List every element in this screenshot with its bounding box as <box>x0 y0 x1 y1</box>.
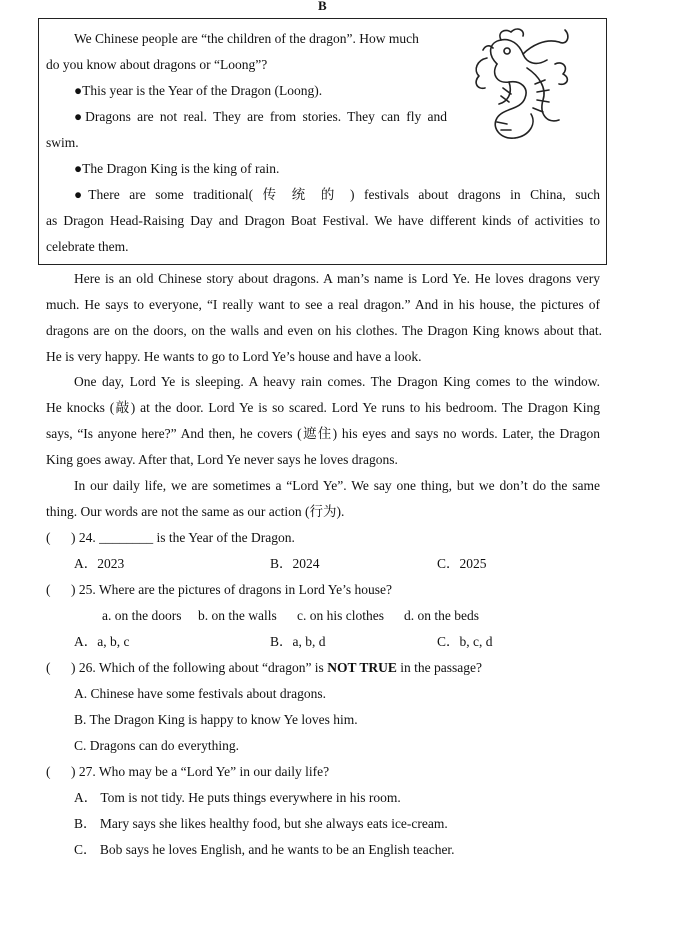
q26-option-b[interactable]: B. The Dragon King is happy to know Ye loves him. <box>74 712 358 727</box>
story-p2-line-1: One day, Lord Ye is sleeping. A heavy rain comes. The Dragon King comes to the window. <box>74 374 600 389</box>
q26-option-c[interactable]: C. Dragons can do everything. <box>74 738 239 753</box>
section-letter: B <box>318 0 327 13</box>
q25-sub-b: b. on the walls <box>198 608 277 623</box>
story-p1-line-1: Here is an old Chinese story about dragons. A man’s name is Lord Ye. He loves dragons very <box>74 271 600 286</box>
story-p2-line-2: He knocks (敲) at the door. Lord Ye is so scared. Lord Ye runs to his bedroom. The Dragon King <box>46 400 600 415</box>
story-p1-line-3: dragons are on the doors, on the walls and even on his clothes. The Dragon King knows about that. <box>46 323 602 338</box>
q24-stem: ) 24. ________ is the Year of the Dragon. <box>71 530 295 545</box>
q25-sub-c: c. on his clothes <box>297 608 384 623</box>
box-bullet-4b: as Dragon Head-Raising Day and Dragon Boat Festival. We have different kinds of activities to <box>46 213 600 228</box>
story-p3-line-1: In our daily life, we are sometimes a “Lord Ye”. We say one thing, but we don’t do the same <box>74 478 600 493</box>
q25-sub-d: d. on the beds <box>404 608 479 623</box>
q25-option-c[interactable]: C．b, c, d <box>437 634 493 649</box>
box-bullet-2a: ●Dragons are not real. They are from stories. They can fly and <box>74 109 447 124</box>
story-p2-line-4: King goes away. After that, Lord Ye never says he loves dragons. <box>46 452 398 467</box>
q25-answer-paren[interactable]: ( <box>46 582 51 597</box>
box-bullet-4c: celebrate them. <box>46 239 129 254</box>
q27-option-c[interactable]: C． Bob says he loves English, and he wants to be an English teacher. <box>74 842 455 857</box>
q26-stem-pre: ) 26. Which of the following about “dragon” is <box>71 660 328 675</box>
box-intro-line-2: do you know about dragons or “Loong”? <box>46 57 268 72</box>
q26-stem <box>71 658 482 678</box>
q25-option-a[interactable]: A．a, b, c <box>74 634 130 649</box>
story-p3-line-2: thing. Our words are not the same as our action (行为). <box>46 504 345 519</box>
q25-sub-a: a. on the doors <box>102 608 182 623</box>
q26-stem-bold: NOT TRUE <box>327 660 397 675</box>
box-intro-line-1: We Chinese people are “the children of the dragon”. How much <box>74 31 419 46</box>
q24-option-b[interactable]: B．2024 <box>270 556 320 571</box>
box-bullet-2b: swim. <box>46 135 79 150</box>
q24-option-c[interactable]: C．2025 <box>437 556 487 571</box>
story-p1-line-2: much. He says to everyone, “I really want to see a real dragon.” And in his house, the pictures of <box>46 297 600 312</box>
q27-answer-paren[interactable]: ( <box>46 764 51 779</box>
q27-stem: ) 27. Who may be a “Lord Ye” in our daily life? <box>71 764 330 779</box>
q24-option-a[interactable]: A．2023 <box>74 556 125 571</box>
story-p1-line-4: He is very happy. He wants to go to Lord Ye’s house and have a look. <box>46 349 422 364</box>
q25-stem: ) 25. Where are the pictures of dragons in Lord Ye’s house? <box>71 582 393 597</box>
box-bullet-4a: ●There are some traditional( 传 统 的 ) festivals about dragons in China, such <box>74 187 600 202</box>
q26-stem-post: in the passage? <box>396 660 482 675</box>
q24-answer-paren[interactable]: ( <box>46 530 51 545</box>
q27-option-a[interactable]: A． Tom is not tidy. He puts things everywhere in his room. <box>74 790 401 805</box>
box-bullet-3: ●The Dragon King is the king of rain. <box>74 161 280 176</box>
story-p2-line-3: says, “Is anyone here?” And then, he covers (遮住) his eyes and says no words. Later, the Dragon <box>46 426 600 441</box>
box-bullet-1: ●This year is the Year of the Dragon (Loong). <box>74 83 323 98</box>
q27-option-b[interactable]: B． Mary says she likes healthy food, but she always eats ice-cream. <box>74 816 448 831</box>
q25-option-b[interactable]: B．a, b, d <box>270 634 326 649</box>
q26-answer-paren[interactable]: ( <box>46 660 51 675</box>
q26-option-a[interactable]: A. Chinese have some festivals about dragons. <box>74 686 326 701</box>
